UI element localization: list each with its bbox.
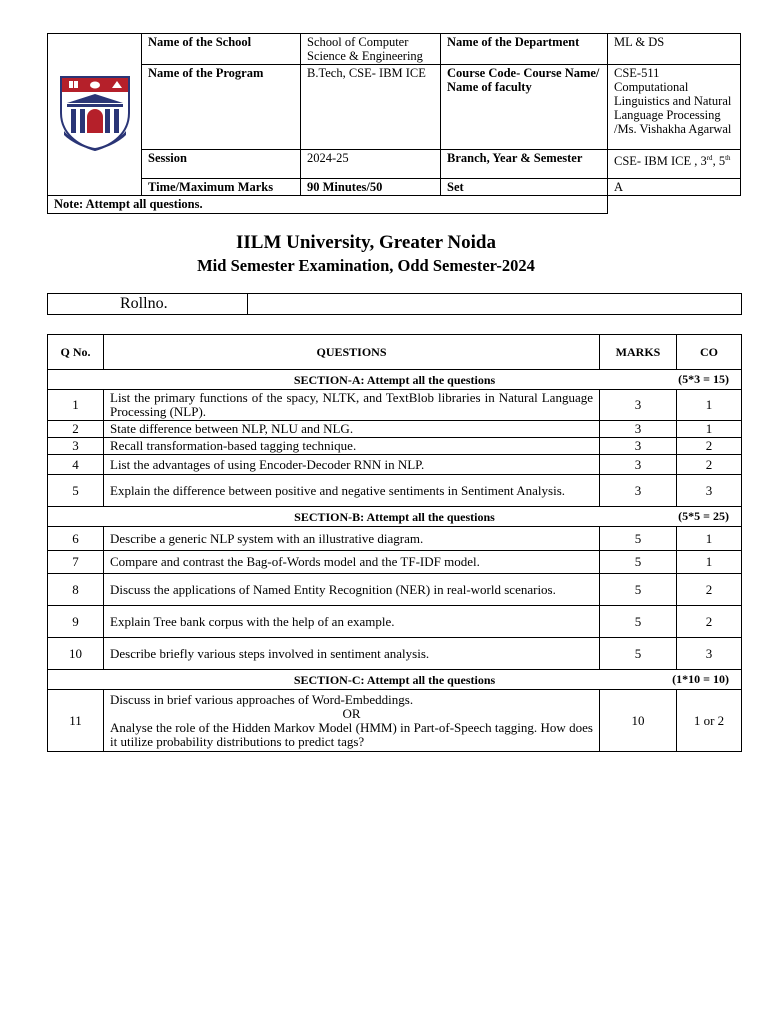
question-number: 7 <box>48 551 104 574</box>
question-number: 6 <box>48 527 104 551</box>
question-number: 2 <box>48 421 104 438</box>
question-co: 2 <box>677 574 742 606</box>
question-co: 3 <box>677 638 742 670</box>
question-co: 2 <box>677 438 742 455</box>
or-separator: OR <box>342 705 361 721</box>
section-c-marks: (1*10 = 10) <box>672 672 729 686</box>
col-header-questions: QUESTIONS <box>104 335 600 370</box>
question-co: 2 <box>677 606 742 638</box>
time-label: Time/Maximum Marks <box>142 179 301 196</box>
program-label: Name of the Program <box>142 65 301 150</box>
table-row <box>48 438 742 455</box>
university-title: IILM University, Greater Noida <box>236 232 496 253</box>
roll-number-table <box>47 293 742 315</box>
table-header-row <box>48 335 742 370</box>
section-b-title: SECTION-B: Attempt all the questions <box>294 509 495 524</box>
university-crest-icon <box>55 73 135 153</box>
question-option-b: Analyse the role of the Hidden Markov Model (HMM) in Part-of-Speech tagging. How does it utilize probability distributions to predict tags? <box>110 719 593 749</box>
table-row <box>48 606 742 638</box>
section-a-marks: (5*3 = 15) <box>678 372 729 386</box>
branch-value: CSE- IBM ICE , 3rd, 5th <box>608 150 741 179</box>
question-marks: 3 <box>600 455 677 475</box>
question-option-a: Discuss in brief various approaches of Word-Embeddings. <box>110 691 414 707</box>
section-b-marks: (5*5 = 25) <box>678 509 729 523</box>
table-row <box>48 638 742 670</box>
question-number: 4 <box>48 455 104 475</box>
table-row <box>48 690 742 752</box>
question-marks: 5 <box>600 574 677 606</box>
question-co: 2 <box>677 455 742 475</box>
roll-label: Rollno. <box>48 294 248 315</box>
question-co: 1 <box>677 421 742 438</box>
section-b-row <box>48 507 742 527</box>
department-value: ML & DS <box>608 34 741 65</box>
exam-header-table <box>47 33 741 214</box>
col-header-qno: Q No. <box>48 335 104 370</box>
logo-cell <box>48 34 142 196</box>
question-co: 3 <box>677 475 742 507</box>
question-co: 1 or 2 <box>677 690 742 752</box>
question-marks: 5 <box>600 527 677 551</box>
branch-label: Branch, Year & Semester <box>441 150 608 179</box>
question-text: List the advantages of using Encoder-Decoder RNN in NLP. <box>104 455 600 475</box>
table-row <box>48 421 742 438</box>
question-marks: 3 <box>600 438 677 455</box>
question-text <box>104 690 600 752</box>
question-text: Recall transformation-based tagging technique. <box>104 438 600 455</box>
course-label: Course Code- Course Name/ Name of faculty <box>441 65 608 150</box>
section-a-title: SECTION-A: Attempt all the questions <box>293 372 496 387</box>
questions-table <box>47 334 742 752</box>
question-text: State difference between NLP, NLU and NLG. <box>104 421 600 438</box>
section-a-row <box>48 370 742 390</box>
question-marks: 10 <box>600 690 677 752</box>
table-row <box>48 527 742 551</box>
question-marks: 5 <box>600 606 677 638</box>
session-value: 2024-25 <box>301 150 441 179</box>
exam-title: Mid Semester Examination, Odd Semester-2024 <box>197 256 535 275</box>
school-value: School of Computer Science & Engineering <box>301 34 441 65</box>
table-row <box>48 455 742 475</box>
question-text: Describe briefly various steps involved in sentiment analysis. <box>104 638 600 670</box>
question-marks: 5 <box>600 638 677 670</box>
col-header-marks: MARKS <box>600 335 677 370</box>
question-co: 1 <box>677 551 742 574</box>
col-header-co: CO <box>677 335 742 370</box>
question-co: 1 <box>677 390 742 421</box>
section-c-title: SECTION-C: Attempt all the questions <box>293 672 496 687</box>
table-row <box>48 475 742 507</box>
school-label: Name of the School <box>142 34 301 65</box>
question-marks: 3 <box>600 475 677 507</box>
table-row <box>48 390 742 421</box>
time-value: 90 Minutes/50 <box>301 179 441 196</box>
question-text: List the primary functions of the spacy, NLTK, and TextBlob libraries in Natural Language Processing (NLP). <box>104 390 600 421</box>
note: Note: Attempt all questions. <box>48 196 608 214</box>
question-text: Discuss the applications of Named Entity Recognition (NER) in real-world scenarios. <box>104 574 600 606</box>
question-text: Explain Tree bank corpus with the help of an example. <box>104 606 600 638</box>
question-number: 11 <box>48 690 104 752</box>
set-value: A <box>608 179 741 196</box>
course-value: CSE-511 Computational Linguistics and Natural Language Processing /Ms. Vishakha Agarwal <box>608 65 741 150</box>
section-c-row <box>48 670 742 690</box>
table-row <box>48 574 742 606</box>
question-number: 5 <box>48 475 104 507</box>
question-text: Describe a generic NLP system with an illustrative diagram. <box>104 527 600 551</box>
table-row <box>48 551 742 574</box>
set-label: Set <box>441 179 608 196</box>
question-number: 3 <box>48 438 104 455</box>
department-label: Name of the Department <box>441 34 608 65</box>
question-co: 1 <box>677 527 742 551</box>
question-number: 1 <box>48 390 104 421</box>
question-number: 8 <box>48 574 104 606</box>
roll-entry-field <box>248 294 742 315</box>
program-value: B.Tech, CSE- IBM ICE <box>301 65 441 150</box>
question-marks: 3 <box>600 390 677 421</box>
session-label: Session <box>142 150 301 179</box>
question-marks: 5 <box>600 551 677 574</box>
question-text: Explain the difference between positive and negative sentiments in Sentiment Analysis. <box>104 475 600 507</box>
question-number: 9 <box>48 606 104 638</box>
question-text: Compare and contrast the Bag-of-Words model and the TF-IDF model. <box>104 551 600 574</box>
question-number: 10 <box>48 638 104 670</box>
question-marks: 3 <box>600 421 677 438</box>
